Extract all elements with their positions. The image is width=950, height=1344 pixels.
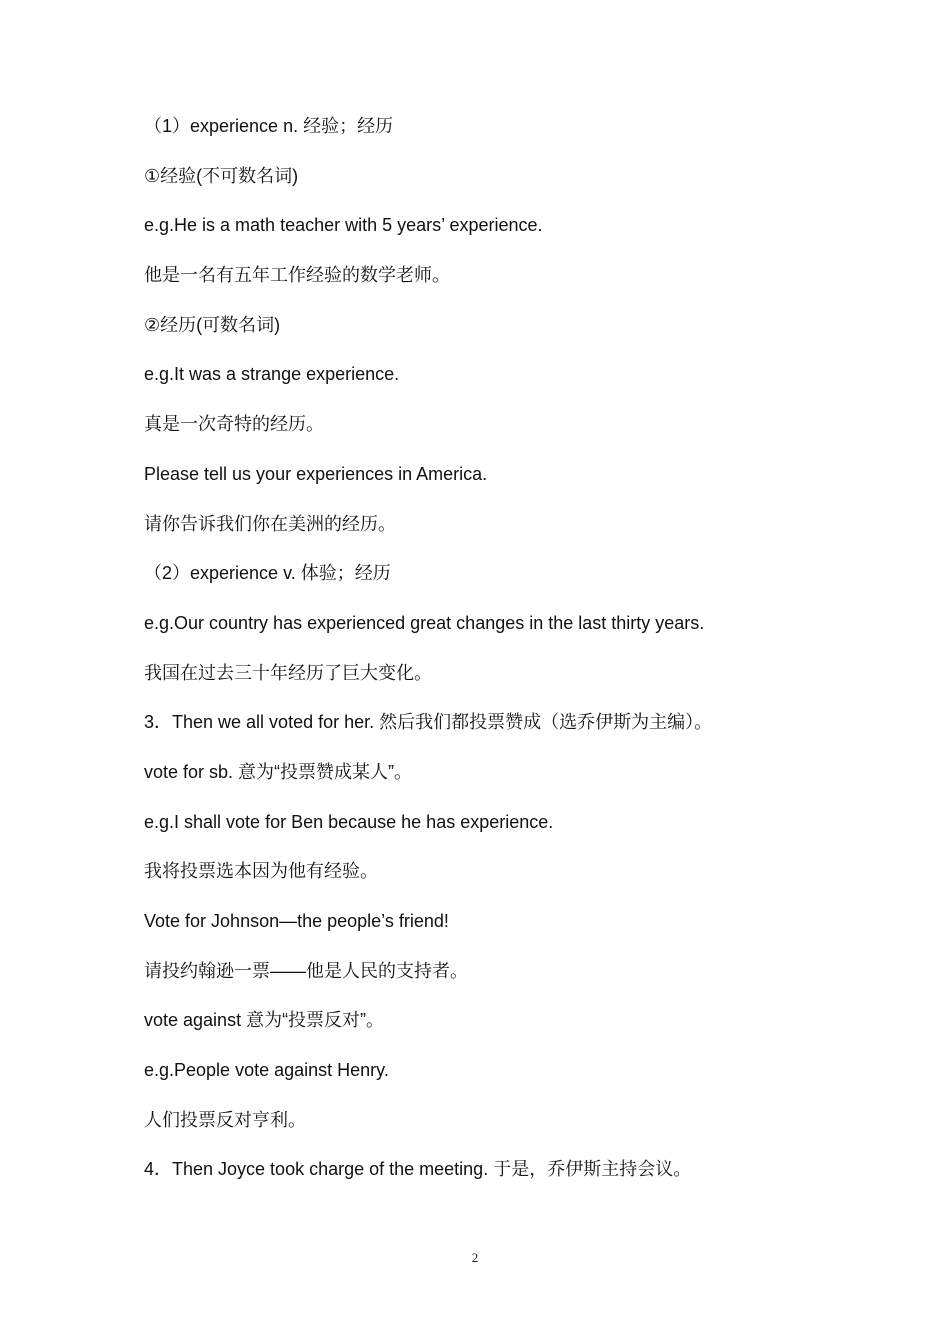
text-line: （1）experience n. 经验；经历 [144,116,394,136]
text-line: e.g.He is a math teacher with 5 years’ experience. [144,215,543,236]
text-line: e.g.Our country has experienced great changes in the last thirty years. [144,612,705,633]
text-line: ①经验(不可数名词) [144,165,299,186]
page-number: 2 [471,1250,479,1265]
text-line: vote for sb. 意为“投票赞成某人”。 [144,761,413,782]
text-line: e.g.It was a strange experience. [144,364,400,385]
text-line: ②经历(可数名词) [144,314,281,335]
text-line: 我国在过去三十年经历了巨大变化。 [144,662,432,683]
text-line: e.g.People vote against Henry. [144,1060,389,1081]
text-line: 请你告诉我们你在美洲的经历。 [144,513,396,534]
text-line: e.g.I shall vote for Ben because he has experience. [144,811,554,832]
text-line: 3．Then we all voted for her. 然后我们都投票赞成（选乔伊斯为主编）。 [144,712,713,733]
text-line: 他是一名有五年工作经验的数学老师。 [144,265,450,286]
text-line: 4．Then Joyce took charge of the meeting. 于是，乔伊斯主持会议。 [144,1159,692,1180]
text-line: Please tell us your experiences in America. [144,463,488,484]
text-line: （2）experience v. 体验；经历 [144,563,391,584]
text-line: 请投约翰逊一票——他是人民的支持者。 [144,960,468,981]
document-body [144,112,904,1205]
text-line: vote against 意为“投票反对”。 [144,1010,385,1031]
text-line: 人们投票反对亨利。 [144,1109,306,1130]
text-line: 真是一次奇特的经历。 [144,414,324,435]
text-line: Vote for Johnson—the people’s friend! [144,911,449,931]
text-line: 我将投票选本因为他有经验。 [144,861,378,882]
